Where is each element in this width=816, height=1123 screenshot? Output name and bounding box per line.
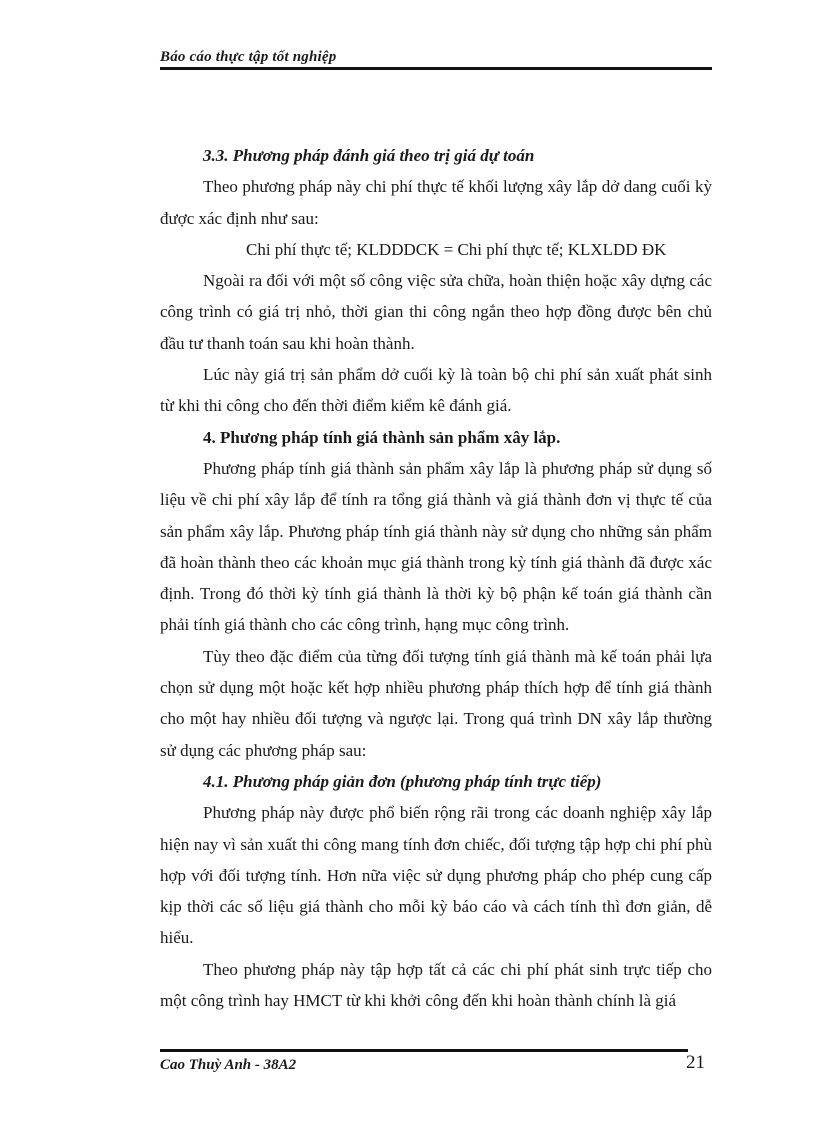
page-number: 21 [686,1052,705,1073]
formula-line: Chi phí thực tế; KLDDDCK = Chi phí thực tế; KLXLDD ĐK [246,239,667,259]
header-divider [160,67,712,70]
paragraph-simple-method: Phương pháp này được phổ biến rộng rãi trong các doanh nghiệp xây lắp hiện nay vì sản xuất thi công mang tính đơn chiếc, đối tượng tập hợp chi phí phù hợp với đối tượng tính. Hơn nữa việc sử dụng phương pháp cho phép cung cấp kịp thời các số liệu giá thành cho mỗi kỳ báo cáo và cách tính thì đơn giản, dễ hiểu. [160,803,712,948]
section-heading-4: 4. Phương pháp tính giá thành sản phẩm xây lắp. [203,427,561,447]
section-heading-3-3: 3.3. Phương pháp đánh giá theo trị giá dự toán [203,146,535,165]
footer-divider [160,1049,688,1052]
paragraph-costing-method: Phương pháp tính giá thành sản phẩm xây lắp là phương pháp sử dụng số liệu về chi phí xây lắp để tính ra tổng giá thành và giá thành đơn vị thực tế của sản phẩm xây lắp. Phương pháp tính giá thành này sử dụng cho những sản phẩm đã hoàn thành theo các khoản mục giá thành trong kỳ tính giá thành đã được xác định. Trong đó thời kỳ tính giá thành là thời kỳ bộ phận kế toán giá thành cần phải tính giá thành cho các công trình, hạng mục công trình. [160,458,712,635]
paragraph-exceptions: Ngoài ra đối với một số công việc sửa chữa, hoàn thiện hoặc xây dựng các công trình có giá trị nhỏ, thời gian thi công ngắn theo hợp đồng được bên chủ đầu tư thanh toán sau khi hoàn thành. [160,271,712,353]
paragraph-direct-costs: Theo phương pháp này tập hợp tất cả các chi phí phát sinh trực tiếp cho một công trình hay HMCT từ khi khởi công đến khi hoàn thành chính là giá [160,959,712,1011]
paragraph-method-selection: Tùy theo đặc điểm của từng đối tượng tính giá thành mà kế toán phải lựa chọn sử dụng một hoặc kết hợp nhiều phương pháp thích hợp để tính giá thành cho một hay nhiều đối tượng và ngược lại. Trong quá trình DN xây lắp thường sử dụng các phương pháp sau: [160,646,712,760]
footer-author: Cao Thuỳ Anh - 38A2 [160,1057,297,1073]
running-header-title: Báo cáo thực tập tốt nghiệp [160,49,337,65]
section-heading-4-1: 4.1. Phương pháp giản đơn (phương pháp tính trực tiếp) [203,771,602,791]
paragraph-wip-value: Lúc này giá trị sản phẩm dở cuối kỳ là toàn bộ chi phí sản xuất phát sinh từ khi thi công cho đến thời điểm kiểm kê đánh giá. [160,365,712,416]
page-body [160,140,712,1016]
paragraph-intro: Theo phương pháp này chi phí thực tế khối lượng xây lắp dở dang cuối kỳ được xác định như sau: [160,177,712,228]
